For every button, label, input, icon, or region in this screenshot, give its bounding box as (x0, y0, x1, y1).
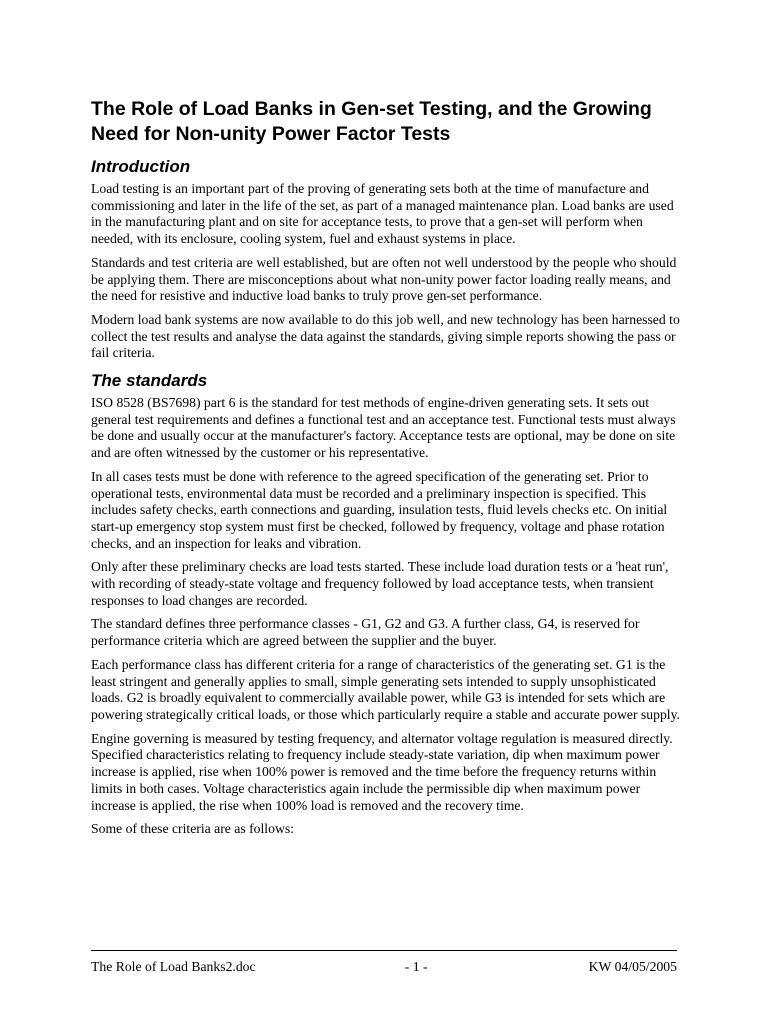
section-heading: The standards (91, 371, 208, 391)
section-introduction (91, 157, 681, 362)
paragraph: Standards and test criteria are well established, but are often not well understood by the people who should be applying them. There are misconceptions about what non-unity power factor loading really means, and the need for resistive and inductive load banks to truly prove gen-set performance. (91, 254, 677, 304)
section-the-standards (91, 371, 681, 838)
paragraph: ISO 8528 (BS7698) part 6 is the standard for test methods of engine-driven generating sets. It sets out general test requirements and defines a functional test and an acceptance test. Functional tests must always be done and usually occur at the manufacturer's factory. Acceptance tests are optional, may be done on site and are often witnessed by the customer or his representative. (91, 395, 676, 461)
section-heading: Introduction (91, 157, 191, 176)
paragraph: In all cases tests must be done with reference to the agreed specification of the generating set. Prior to operational tests, environmental data must be recorded and a preliminary inspection is specified. This includes safety checks, earth connections and guarding, insulation tests, fluid levels checks etc. On initial start-up emergency stop system must first be checked, followed by frequency, voltage and phase rotation checks, and an inspection for leaks and vibration. (91, 468, 668, 551)
footer-author-date: KW 04/05/2005 (588, 959, 677, 974)
paragraph: Each performance class has different criteria for a range of characteristics of the generating set. G1 is the least stringent and generally applies to small, simple generating sets intended to supply unsophisticated loads. G2 is broadly equivalent to commercially available power, while G3 is intended for sets which are powering strategically critical loads, or those which particularly require a stable and accurate power supply. (91, 656, 680, 722)
page-footer (91, 950, 677, 975)
footer-page-number: - 1 - (404, 959, 428, 974)
footer-filename: The Role of Load Banks2.doc (91, 959, 256, 974)
paragraph: Some of these criteria are as follows: (91, 821, 294, 837)
paragraph: Modern load bank systems are now available to do this job well, and new technology has been harnessed to collect the test results and analyse the data against the standards, giving simple reports showing the pass or fail criteria. (91, 311, 680, 361)
document-body (91, 97, 681, 847)
paragraph: The standard defines three performance classes - G1, G2 and G3. A further class, G4, is reserved for performance criteria which are agreed between the supplier and the buyer. (91, 616, 640, 649)
paragraph: Load testing is an important part of the proving of generating sets both at the time of manufacture and commissioning and later in the life of the set, as part of a managed maintenance plan. Load banks are used in the manufacturing plant and on site for acceptance tests, to prove that a gen-set will perform when needed, with its enclosure, cooling system, fuel and exhaust systems in place. (91, 181, 674, 247)
paragraph: Engine governing is measured by testing frequency, and alternator voltage regulation is measured directly. Specified characteristics relating to frequency include steady-state variation, dip when maximum power increase is applied, rise when 100% power is removed and the time before the frequency returns within limits in both cases. Voltage characteristics again include the permissible dip when maximum power increase is applied, the rise when 100% load is removed and the recovery time. (91, 730, 673, 813)
paragraph: Only after these preliminary checks are load tests started. These include load duration tests or a 'heat run', with recording of steady-state voltage and frequency followed by load acceptance tests, when transient responses to load changes are recorded. (91, 559, 669, 608)
document-title: The Role of Load Banks in Gen-set Testing, and the Growing Need for Non-unity Power Factor Tests (91, 98, 652, 145)
